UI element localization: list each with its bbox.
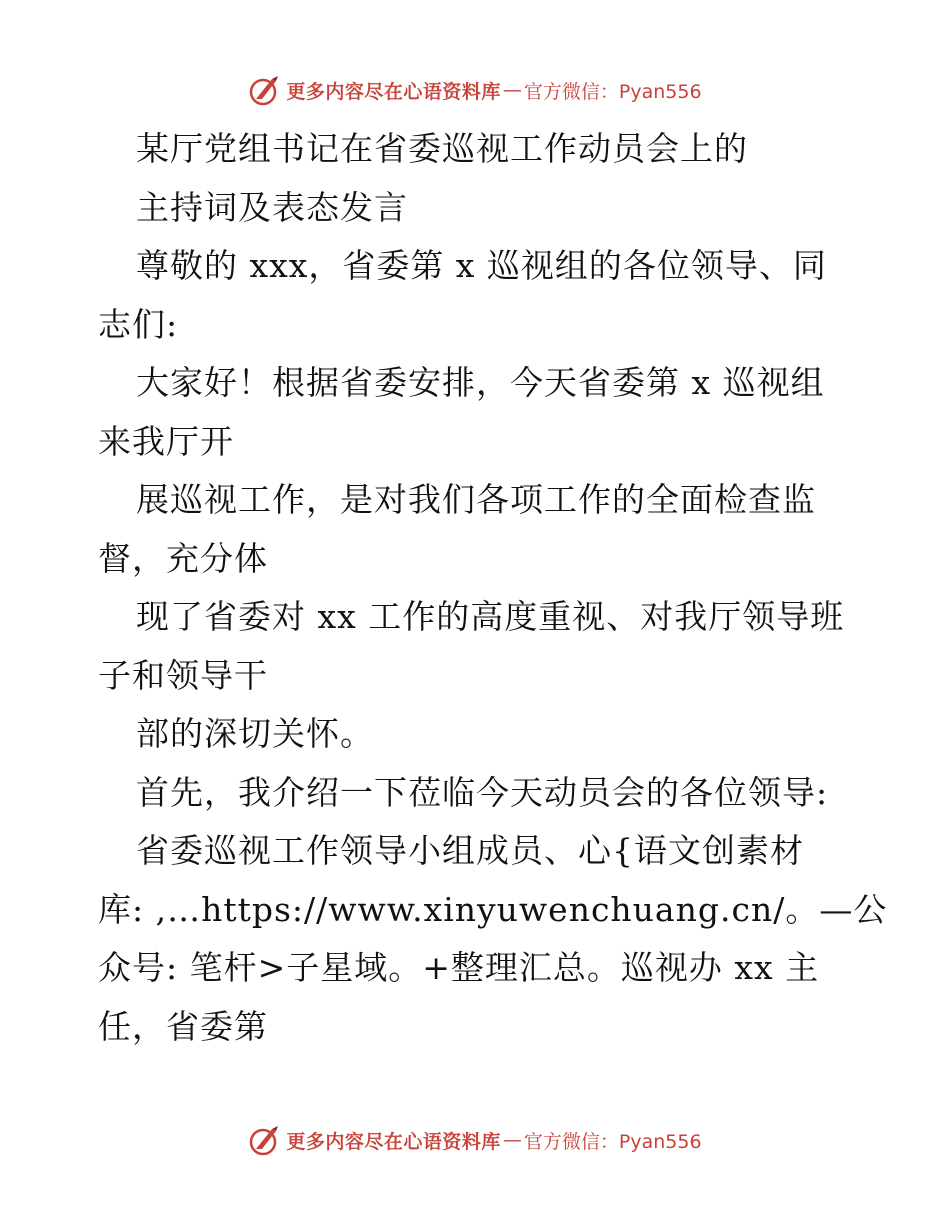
footer-banner [0,1120,950,1160]
header-wechat-text: 官方微信：Pyan556 [523,80,702,103]
body-line: 某厅党组书记在省委巡视工作动员会上的 [136,129,748,168]
body-line: 大家好！根据省委安排，今天省委第 x 巡视组 [136,363,825,402]
body-line: 库: ,…https://www.xinyuwenchuang.cn/。—公 [98,889,888,929]
document-body [98,120,888,1056]
header-dash: — [502,79,522,101]
body-line: 子和领导干 [98,655,268,695]
body-line: 尊敬的 xxx，省委第 x 巡视组的各位领导、同 [136,246,827,285]
body-line: 志们: [98,304,179,344]
body-line: 首先，我介绍一下莅临今天动员会的各位领导: [136,772,829,812]
quill-logo-icon [248,1123,282,1157]
body-line: 任，省委第 [98,1006,268,1046]
body-line: 展巡视工作，是对我们各项工作的全面检查监 [136,480,816,519]
footer-wechat-text: 官方微信：Pyan556 [523,1130,702,1153]
header-main-text: 更多内容尽在心语资料库 [286,80,501,103]
body-line: 众号: 笔杆>子星域。+整理汇总。巡视办 xx 主 [98,948,820,987]
body-line: 省委巡视工作领导小组成员、心{语文创素材 [136,831,804,870]
body-line: 来我厅开 [98,421,234,461]
body-line: 部的深切关怀。 [136,714,374,753]
header-banner [0,70,950,110]
body-line: 现了省委对 xx 工作的高度重视、对我厅领导班 [136,597,845,636]
body-line: 主持词及表态发言 [136,187,408,227]
body-line: 督，充分体 [98,538,268,578]
footer-dash: — [502,1129,522,1151]
footer-main-text: 更多内容尽在心语资料库 [286,1130,501,1153]
quill-logo-icon [248,73,282,107]
